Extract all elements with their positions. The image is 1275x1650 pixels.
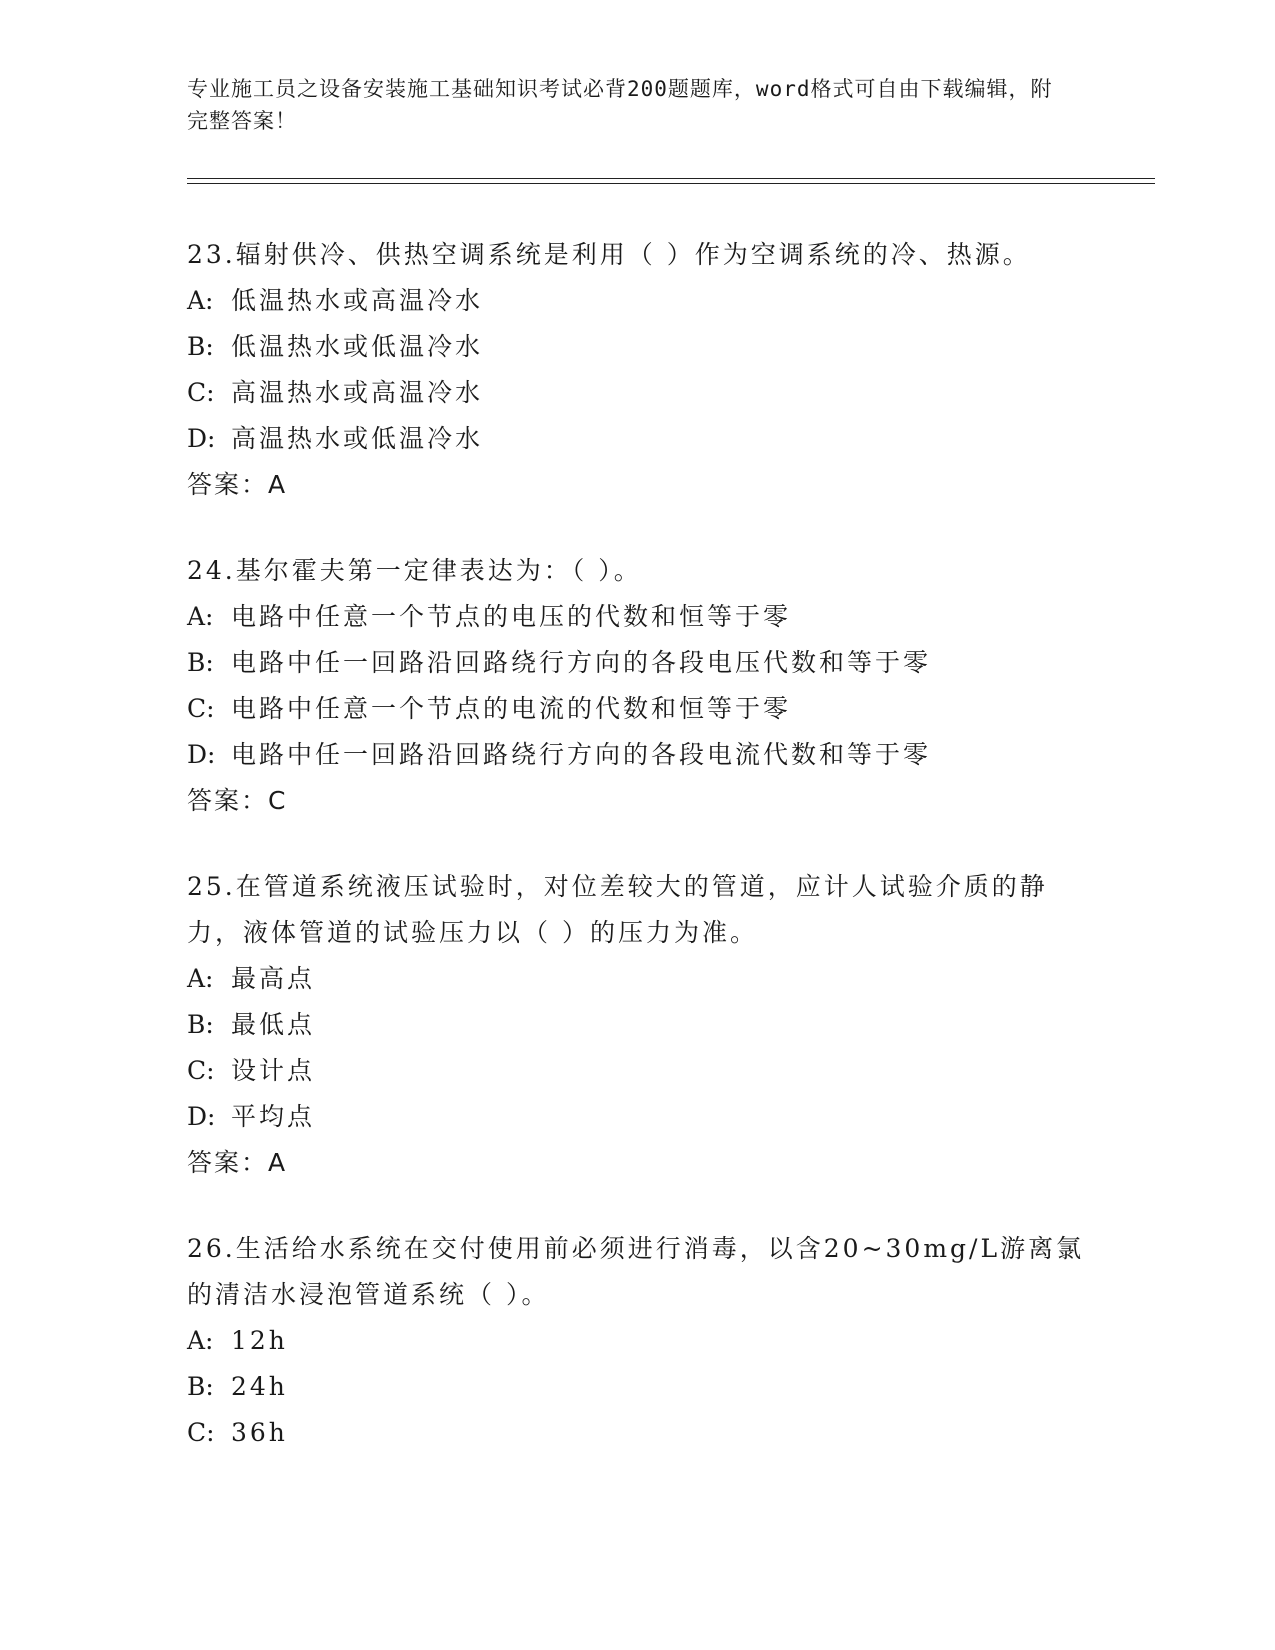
option-a: [187, 956, 1087, 1002]
option-c: [187, 1048, 1087, 1094]
question-24: [187, 548, 1087, 824]
answer-line: 答案：A: [187, 1148, 288, 1177]
option-letter: A:: [187, 1326, 214, 1355]
option-text: 电路中任一回路沿回路绕行方向的各段电压代数和等于零: [231, 648, 932, 677]
question-26: [187, 1226, 1087, 1456]
option-letter: C:: [187, 1418, 215, 1447]
question-stem: 25.在管道系统液压试验时，对位差较大的管道，应计人试验介质的静力，液体管道的试验压力以（ ）的压力为准。: [187, 872, 1048, 947]
option-d: [187, 1094, 1087, 1140]
option-b: [187, 324, 1087, 370]
option-b: [187, 1364, 1087, 1410]
option-letter: D:: [187, 1102, 216, 1131]
option-c: [187, 1410, 1087, 1456]
option-letter: C:: [187, 694, 215, 723]
option-text: 低温热水或低温冷水: [231, 332, 484, 361]
option-letter: C:: [187, 1056, 215, 1085]
option-text: 电路中任意一个节点的电压的代数和恒等于零: [231, 602, 792, 631]
question-25: [187, 864, 1087, 1186]
answer-line: 答案：A: [187, 470, 288, 499]
option-c: [187, 370, 1087, 416]
option-text: 24h: [231, 1372, 288, 1401]
option-text: 平均点: [231, 1102, 316, 1131]
option-text: 12h: [231, 1326, 288, 1355]
option-text: 最低点: [231, 1010, 316, 1039]
option-text: 电路中任一回路沿回路绕行方向的各段电流代数和等于零: [231, 740, 932, 769]
header-divider-bottom: [187, 183, 1155, 184]
option-b: [187, 1002, 1087, 1048]
option-letter: D:: [187, 424, 216, 453]
question-stem: 26.生活给水系统在交付使用前必须进行消毒，以含20~30mg/L游离氯的清洁水浸泡管道系统（ ）。: [187, 1234, 1085, 1309]
option-text: 高温热水或低温冷水: [231, 424, 484, 453]
option-letter: C:: [187, 378, 215, 407]
option-text: 低温热水或高温冷水: [231, 286, 484, 315]
option-a: [187, 1318, 1087, 1364]
question-stem: 23.辐射供冷、供热空调系统是利用（ ）作为空调系统的冷、热源。: [187, 240, 1031, 269]
question-list: [187, 232, 1087, 1496]
option-letter: B:: [187, 1010, 214, 1039]
option-d: [187, 416, 1087, 462]
option-c: [187, 686, 1087, 732]
answer-line: 答案：C: [187, 786, 288, 815]
question-23: [187, 232, 1087, 508]
option-letter: A:: [187, 602, 214, 631]
option-letter: A:: [187, 286, 214, 315]
option-text: 36h: [231, 1418, 288, 1447]
option-letter: B:: [187, 1372, 214, 1401]
option-letter: B:: [187, 332, 214, 361]
option-d: [187, 732, 1087, 778]
option-letter: B:: [187, 648, 214, 677]
option-letter: D:: [187, 740, 216, 769]
question-stem: 24.基尔霍夫第一定律表达为：（ ）。: [187, 556, 642, 585]
option-a: [187, 278, 1087, 324]
option-text: 高温热水或高温冷水: [231, 378, 484, 407]
option-letter: A:: [187, 964, 214, 993]
document-header: 专业施工员之设备安装施工基础知识考试必背200题题库，word格式可自由下载编辑，附完整答案！: [187, 77, 1053, 133]
header-divider-top: [187, 178, 1155, 179]
option-text: 最高点: [231, 964, 316, 993]
option-text: 设计点: [231, 1056, 316, 1085]
option-text: 电路中任意一个节点的电流的代数和恒等于零: [231, 694, 792, 723]
option-b: [187, 640, 1087, 686]
option-a: [187, 594, 1087, 640]
